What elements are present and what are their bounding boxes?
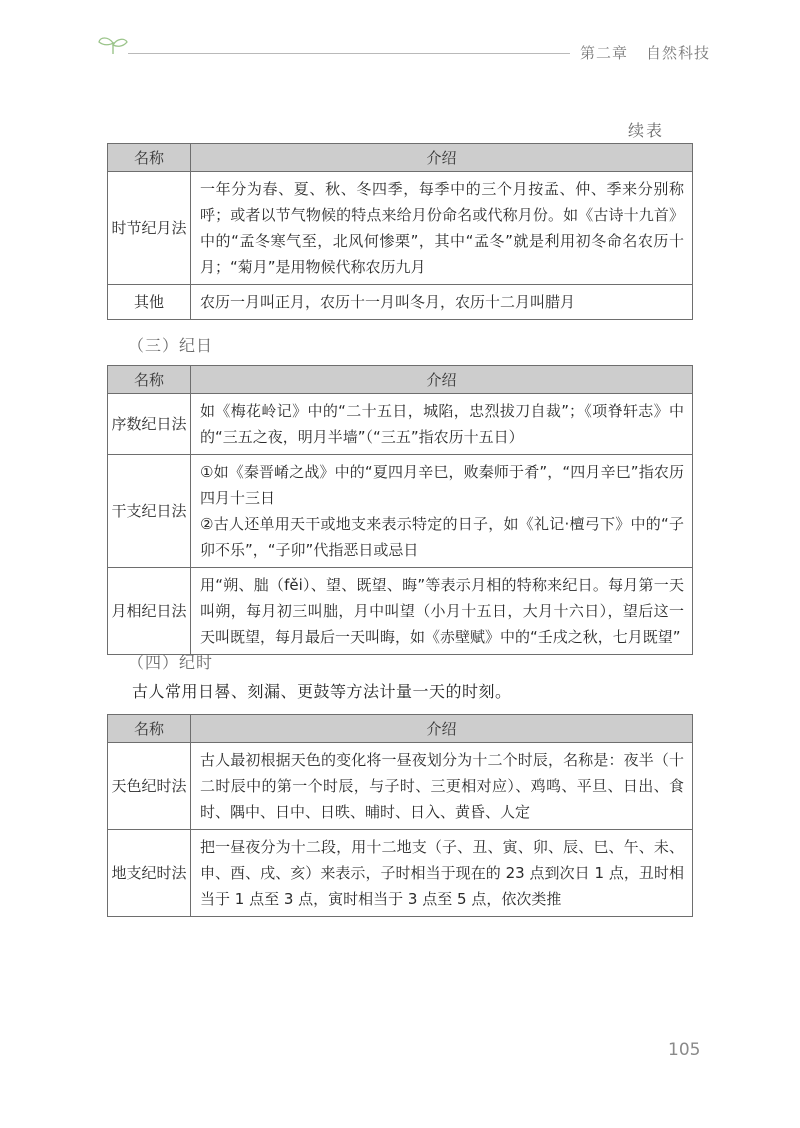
hour-naming-table (107, 714, 693, 917)
table-row (108, 830, 693, 917)
row-description: 用“朔、朏（fěi）、望、既望、晦”等表示月相的特称来纪日。每月第一天叫朔，每月初三叫朏，月中叫望（小月十五日，大月十六日），望后这一天叫既望，每月最后一天叫晦，如《赤壁赋》中的“壬戌之秋，七月既望” (191, 568, 693, 655)
table-row (108, 743, 693, 830)
day-naming-table (107, 365, 693, 655)
table-header-row (108, 366, 693, 394)
row-name: 其他 (108, 285, 191, 320)
row-name: 时节纪月法 (108, 172, 191, 285)
table-row (108, 455, 693, 568)
description-item: ①如《秦晋崤之战》中的“夏四月辛巳，败秦师于肴”，“四月辛巳”指农历四月十三日 (200, 463, 684, 507)
row-name: 地支纪时法 (108, 830, 191, 917)
section-heading: （三）纪日 (128, 336, 214, 355)
table-row (108, 285, 693, 320)
table-row (108, 394, 693, 455)
description-item: ②古人还单用天干或地支来表示特定的日子，如《礼记·檀弓下》中的“子卯不乐”，“子卯”代指恶日或忌日 (200, 515, 684, 559)
row-description: 如《梅花岭记》中的“二十五日，城陷，忠烈拔刀自裁”；《项脊轩志》中的“三五之夜，明月半墙”（“三五”指农历十五日） (191, 394, 693, 455)
row-name: 干支纪日法 (108, 455, 191, 568)
page-number: 105 (668, 1040, 701, 1060)
column-header-name: 名称 (108, 366, 191, 394)
section-heading: （四）纪时 (128, 653, 214, 672)
body-paragraph: 古人常用日晷、刻漏、更鼓等方法计量一天的时刻。 (132, 682, 512, 701)
table-row (108, 172, 693, 285)
header-rule (128, 53, 570, 54)
subject-label: 自然科技 (646, 44, 711, 62)
chapter-label: 第二章 (580, 44, 629, 62)
column-header-name: 名称 (108, 144, 191, 172)
column-header-name: 名称 (108, 715, 191, 743)
column-header-intro: 介绍 (191, 144, 693, 172)
sprout-icon (96, 34, 130, 56)
row-description: 一年分为春、夏、秋、冬四季，每季中的三个月按孟、仲、季来分别称呼；或者以节气物候的特点来给月份命名或代称月份。如《古诗十九首》中的“孟冬寒气至，北风何惨栗”，其中“孟冬”就是利用初冬命名农历十月；“菊月”是用物候代称农历九月 (191, 172, 693, 285)
column-header-intro: 介绍 (191, 366, 693, 394)
running-header (580, 42, 728, 63)
continued-label: 续表 (628, 121, 665, 140)
column-header-intro: 介绍 (191, 715, 693, 743)
row-name: 天色纪时法 (108, 743, 191, 830)
row-description: 把一昼夜分为十二段，用十二地支（子、丑、寅、卯、辰、巳、午、未、申、酉、戌、亥）来表示，子时相当于现在的 23 点到次日 1 点，丑时相当于 1 点至 3 点，寅时相当于 3 点至 5 点，依次类推 (191, 830, 693, 917)
table-header-row (108, 715, 693, 743)
month-naming-table (107, 143, 693, 320)
table-header-row (108, 144, 693, 172)
row-description: 农历一月叫正月，农历十一月叫冬月，农历十二月叫腊月 (191, 285, 693, 320)
row-description: 古人最初根据天色的变化将一昼夜划分为十二个时辰，名称是：夜半（十二时辰中的第一个时辰，与子时、三更相对应）、鸡鸣、平旦、日出、食时、隅中、日中、日昳、晡时、日入、黄昏、人定 (191, 743, 693, 830)
row-description (191, 455, 693, 568)
table-row (108, 568, 693, 655)
row-name: 序数纪日法 (108, 394, 191, 455)
row-name: 月相纪日法 (108, 568, 191, 655)
